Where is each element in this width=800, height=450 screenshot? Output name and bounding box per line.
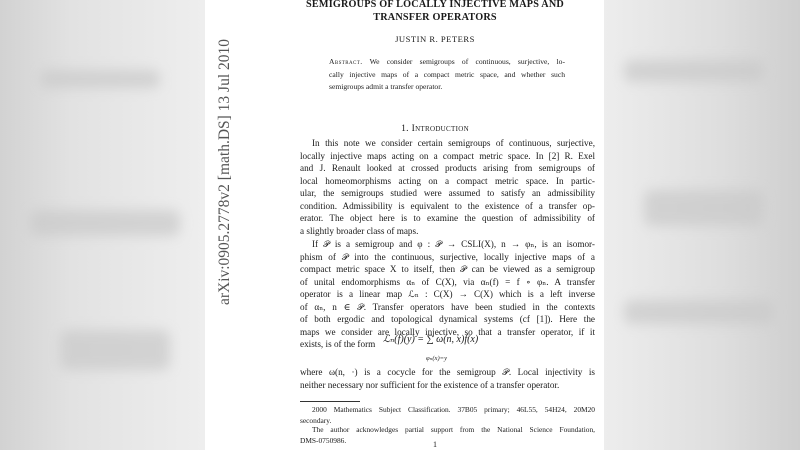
section-heading: 1. Introduction xyxy=(401,123,469,134)
arxiv-identifier: arXiv:0905.2778v2 [math.DS] 13 Jul 2010 xyxy=(216,38,233,306)
blurred-background-left xyxy=(0,0,205,450)
text-line: maps we consider are locally injective, so that a transfer operator, if it xyxy=(300,326,595,337)
intro-paragraph-3 xyxy=(300,366,595,391)
abstract-line: cally injective maps of a compact metric space, and whether such xyxy=(329,69,565,79)
text-line: and J. Renault looked at crossed products arising from semigroups of xyxy=(300,163,595,174)
equation-main: ℒₙ(f)(y) = ∑ ω(n, x)f(x) xyxy=(383,334,479,345)
blur-shape xyxy=(40,70,160,88)
text-line: of αₙ, n ∈ 𝒫. Transfer operators have been studied in the contexts xyxy=(300,301,595,312)
intro-paragraph-1 xyxy=(300,137,595,237)
abstract-line: semigroups admit a transfer operator. xyxy=(329,82,443,92)
paper-title-line-1: SEMIGROUPS OF LOCALLY INJECTIVE MAPS AND xyxy=(306,0,564,10)
text-line: ular, the semigroups studied were assumed to satisfy an admissibility xyxy=(300,188,595,199)
text-line: In this note we consider certain semigroups of continuous, surjective, xyxy=(312,138,595,148)
transfer-operator-equation xyxy=(383,334,523,362)
footnote-classification xyxy=(300,405,595,426)
text-line: of both ergodic and topological dynamical systems (cf [1]). Here the xyxy=(300,314,595,325)
page-number: 1 xyxy=(433,440,437,449)
text-line: local homeomorphisms acting on a compact metric space. In partic- xyxy=(300,175,595,186)
text-line: locally injective maps acting on a compact metric space. In [2] R. Exel xyxy=(300,150,595,161)
author-name: JUSTIN R. PETERS xyxy=(395,34,475,44)
footnote-line: 2000 Mathematics Subject Classification. 37B05 primary; 46L55, 54H24, 20M20 xyxy=(312,405,595,414)
text-line: compact metric space X to itself, then 𝒫 can be viewed as a semigroup xyxy=(300,264,595,275)
blurred-background-right xyxy=(604,0,800,450)
blur-shape xyxy=(624,300,774,324)
abstract xyxy=(329,56,565,94)
text-line: erator. The object here is to examine the question of admissibility of xyxy=(300,213,595,224)
text-line: exists, is of the form xyxy=(300,339,376,350)
paper-page xyxy=(205,0,604,450)
text-line: operator is a linear map ℒₙ : C(X) → C(X) which is a left inverse xyxy=(300,289,595,300)
abstract-line xyxy=(329,56,565,69)
blur-shape xyxy=(60,330,170,370)
paper-title-line-2: TRANSFER OPERATORS xyxy=(373,12,497,23)
text-line: where ω(n, ·) is a cocycle for the semigroup 𝒫. Local injectivity is xyxy=(300,367,595,377)
blur-shape xyxy=(644,190,764,226)
footnote-line: DMS-0750986. xyxy=(300,435,347,445)
text-line: neither necessary nor sufficient for the existence of a transfer operator. xyxy=(300,379,560,390)
footnote-line: secondary. xyxy=(300,415,332,425)
footnote-line: The author acknowledges partial support from the National Science Foundation, xyxy=(312,425,595,434)
blur-shape xyxy=(30,210,180,236)
text-line: a slightly broader class of maps. xyxy=(300,225,419,236)
text-line: phism of 𝒫 into the continuous, surjective, locally injective maps of a xyxy=(300,251,595,262)
text-line: If 𝒫 is a semigroup and φ : 𝒫 → CSLI(X), n → φₙ, is an isomor- xyxy=(312,239,595,249)
footnote-rule xyxy=(300,401,360,402)
blur-shape xyxy=(624,60,764,82)
abstract-text: We consider semigroups of continuous, surjective, lo- xyxy=(362,57,565,66)
equation-summation-index: φₙ(x)=y xyxy=(426,355,448,362)
abstract-label: Abstract. xyxy=(329,57,363,66)
text-line: of unital endomorphisms αₙ of C(X), via αₙ(f) = f ∘ φₙ. A transfer xyxy=(300,276,595,287)
text-line: condition. Admissibility is equivalent to the existence of a transfer op- xyxy=(300,200,595,211)
